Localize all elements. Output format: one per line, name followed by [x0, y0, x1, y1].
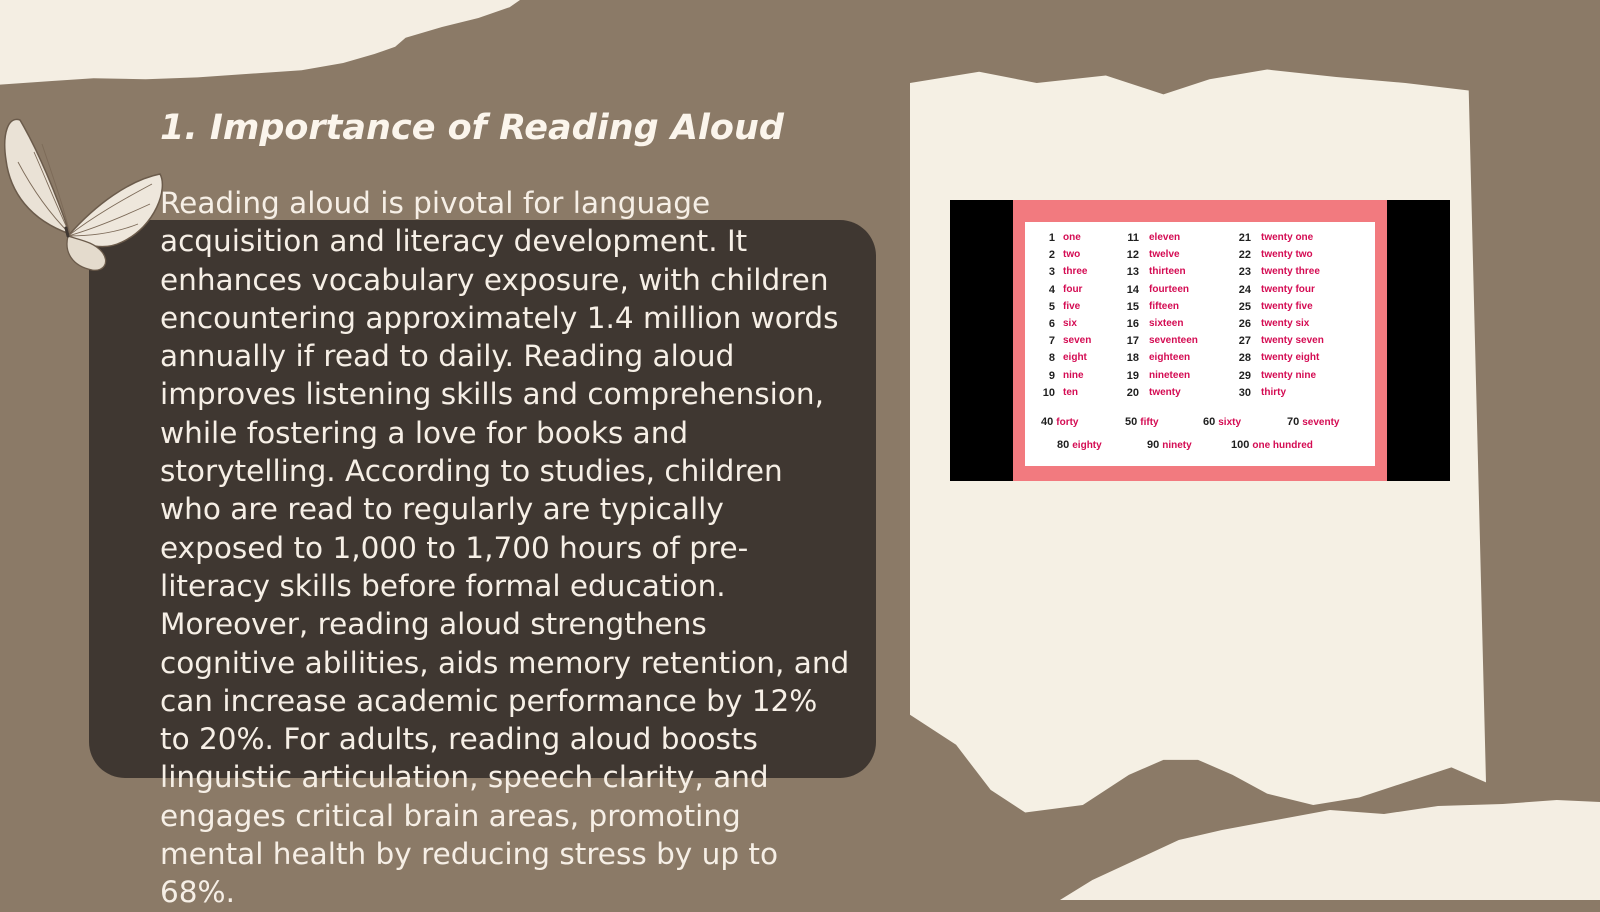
number-word: twenty three: [1261, 266, 1320, 278]
torn-paper-top-left: [0, 0, 520, 90]
number-word: eighteen: [1149, 352, 1191, 364]
number-word: fifteen: [1149, 300, 1179, 312]
number-digit: 3: [1048, 266, 1055, 279]
number-digit: 13: [1126, 266, 1139, 279]
number-digit: 10: [1042, 386, 1055, 399]
tens-item: [1231, 439, 1313, 451]
number-digit: 70: [1287, 416, 1300, 428]
tens-item: [1041, 416, 1078, 428]
tens-row: [1025, 439, 1375, 457]
chart-card: [1025, 222, 1375, 466]
number-digit: 26: [1238, 318, 1251, 330]
number-word: ninety: [1162, 440, 1192, 451]
number-digit: 60: [1203, 416, 1216, 428]
number-digit: 40: [1041, 416, 1054, 428]
number-digit: 14: [1126, 283, 1139, 296]
number-digit: 2: [1048, 249, 1055, 262]
number-word: twenty one: [1261, 232, 1314, 243]
number-word: five: [1063, 300, 1081, 312]
number-word: twenty six: [1261, 318, 1310, 329]
number-word: six: [1063, 318, 1077, 329]
number-row: [1025, 301, 1375, 318]
number-word: eleven: [1149, 232, 1181, 243]
torn-paper-bottom-right: [1060, 800, 1600, 900]
number-digit: 30: [1238, 386, 1251, 399]
number-digit: 4: [1048, 283, 1055, 296]
number-word: twenty nine: [1261, 369, 1317, 381]
number-word: eighty: [1072, 440, 1102, 451]
number-word: seventy: [1302, 417, 1340, 428]
number-digit: 5: [1048, 300, 1055, 313]
number-row: [1025, 232, 1375, 249]
number-digit: 17: [1126, 335, 1139, 348]
number-words-chart-image: [950, 200, 1450, 481]
tens-item: [1203, 416, 1241, 428]
number-word: nine: [1063, 369, 1084, 381]
number-digit: 29: [1238, 369, 1251, 382]
number-digit: 18: [1126, 352, 1139, 365]
number-word: fifty: [1140, 417, 1159, 428]
number-word: four: [1063, 283, 1083, 295]
number-digit: 6: [1048, 318, 1055, 330]
number-digit: 7: [1048, 335, 1055, 348]
tens-item: [1287, 416, 1340, 428]
number-digit: 9: [1048, 369, 1055, 382]
number-digit: 21: [1238, 232, 1251, 244]
number-word: ten: [1063, 386, 1078, 398]
number-word: twenty seven: [1261, 335, 1324, 347]
number-digit: 100: [1231, 439, 1250, 451]
number-row: [1025, 284, 1375, 301]
slide-title: 1. Importance of Reading Aloud: [160, 108, 784, 148]
number-word: sixteen: [1149, 318, 1184, 329]
number-digit: 90: [1147, 439, 1160, 451]
number-word: twenty two: [1261, 249, 1313, 261]
number-digit: 28: [1238, 352, 1251, 365]
number-word: three: [1063, 266, 1088, 278]
tens-item: [1057, 439, 1102, 451]
number-word: twenty: [1149, 386, 1181, 398]
number-word: forty: [1056, 417, 1079, 428]
number-word: twenty four: [1261, 283, 1315, 295]
number-row: [1025, 335, 1375, 352]
number-row: [1025, 352, 1375, 369]
butterfly-icon: [0, 104, 170, 274]
number-word: seven: [1063, 335, 1092, 347]
number-digit: 16: [1126, 318, 1139, 330]
tens-row: [1025, 416, 1375, 434]
chart-frame: [1013, 200, 1387, 481]
number-digit: 22: [1238, 249, 1251, 262]
number-word: one hundred: [1252, 440, 1313, 451]
number-digit: 50: [1125, 416, 1138, 428]
number-digit: 25: [1238, 300, 1251, 313]
number-word: one: [1063, 232, 1081, 243]
number-word: eight: [1063, 352, 1087, 364]
number-row: [1025, 266, 1375, 283]
number-digit: 24: [1238, 283, 1251, 296]
body-paragraph: Reading aloud is pivotal for language acquisition and literacy development. It enhances vocabulary exposure, with children encountering approximately 1.4 million words annually if read to daily. Reading aloud improves listening skills and comprehension, while fostering a love for books and storytelling. According to studies, children who are read to regularly are typically exposed to 1,000 to 1,700 hours of pre-literacy skills before formal education. Moreover, reading aloud strengthens cognitive abilities, aids memory retention, and can increase academic performance by 12% to 20%. For adults, reading aloud boosts linguistic articulation, speech clarity, and engages critical brain areas, promoting mental health by reducing stress by up to 68%.: [160, 186, 850, 910]
number-digit: 80: [1057, 439, 1070, 451]
number-digit: 20: [1126, 386, 1139, 399]
number-word: thirty: [1261, 386, 1286, 398]
tens-item: [1125, 416, 1159, 428]
number-row: [1025, 249, 1375, 266]
number-row: [1025, 318, 1375, 335]
number-digit: 1: [1048, 232, 1055, 244]
number-digit: 11: [1127, 232, 1139, 244]
number-word: thirteen: [1149, 266, 1186, 278]
number-word: twenty eight: [1261, 352, 1320, 364]
number-row: [1025, 387, 1375, 404]
number-word: twelve: [1149, 249, 1180, 261]
number-word: two: [1063, 249, 1081, 261]
number-digit: 8: [1048, 352, 1055, 365]
number-digit: 19: [1126, 369, 1139, 382]
number-word: sixty: [1218, 417, 1242, 428]
number-row: [1025, 370, 1375, 387]
tens-item: [1147, 439, 1192, 451]
number-digit: 23: [1238, 266, 1251, 279]
number-word: nineteen: [1149, 369, 1191, 381]
number-word: seventeen: [1149, 335, 1198, 347]
number-digit: 12: [1126, 249, 1139, 262]
number-digit: 27: [1238, 335, 1251, 348]
number-digit: 15: [1126, 300, 1139, 313]
number-word: twenty five: [1261, 300, 1313, 312]
number-word: fourteen: [1149, 283, 1189, 295]
